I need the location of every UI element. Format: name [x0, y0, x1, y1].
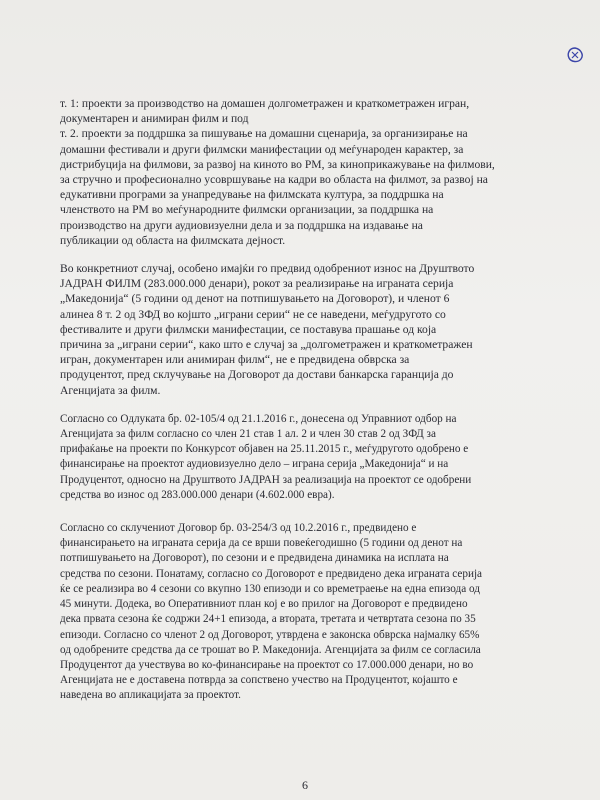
text-line: Продуцентот да учествува во ко-финансирање на проектот со 17.000.000 денари, но во [60, 658, 474, 671]
text-line: од одобрените средства да се трошат во Р. Македонија. Агенцијата за филм се согласила [60, 643, 481, 656]
text-line: 45 минути. Додека, во Оперативниот план кој е во прилог на Договорот е предвидено [60, 598, 468, 611]
text-line: фестивалите и други филмски манифестации, се поставува прашање од која [60, 322, 437, 336]
text-line: ЈАДРАН ФИЛМ (283.000.000 денари), рокот за реализирање на играната серија [60, 277, 454, 291]
text-line: алинеа 8 т. 2 од ЗФД во којшто „играни серии“ не се наведени, меѓудругото со [60, 307, 446, 321]
text-line: финансирање на проектот аудиовизуелно дело – играна серија „Македонија“ и на [60, 458, 449, 471]
text-line: „Македонија“ (5 години од денот на потпишувањето на Договорот), и членот 6 [60, 292, 450, 306]
text-line: наведена во апликацијата за проектот. [60, 689, 241, 702]
text-line: Агенцијата за филм. [60, 383, 161, 397]
text-line: Согласно со Одлуката бр. 02-105/4 од 21.1.2016 г., донесена од Управниот одбор на [60, 412, 457, 425]
text-line: Во конкретниот случај, особено имајќи го предвид одобрениот износ на Друштвото [60, 262, 475, 276]
text-line: т. 1: проекти за производство на домашен долгометражен и краткометражен игран, [60, 97, 470, 110]
text-line: документарен и анимиран филм и под [60, 112, 249, 126]
document-body [60, 96, 572, 704]
text-line: ќе се реализира во 4 сезони со вкупно 130 епизоди и со времетраење на една епизода од [60, 582, 480, 595]
text-line: дека првата сезона ќе содржи 24+1 епизода, а втората, третата и четвртата сезона по 35 [60, 613, 476, 626]
text-line: за стручно и професионално усовршување на кадри во областа на филмот, за развој на [60, 173, 488, 187]
text-line: прифаќање на проекти по Конкурсот објавен на 25.11.2015 г., меѓудругото одобрено е [60, 443, 469, 456]
text-line: потпишувањето на Договорот), по сезони и е предвидена динамика на исплата на [60, 552, 449, 565]
paragraph-decision [60, 412, 572, 503]
text-line: епизоди. Согласно со членот 2 од Договорот, утврдена е законска обврска најмалку 65% [60, 628, 480, 641]
text-line: публикации од областа на филмската дејност. [60, 233, 286, 247]
text-line: членството на РМ во меѓународните филмски организации, за поддршка на [60, 203, 434, 217]
paragraph-specific-case [60, 261, 572, 398]
text-line: едукативни програми за унапредување на филмската култура, за поддршка на [60, 188, 444, 202]
text-line: Агенцијата за филм согласно со член 21 став 1 ал. 2 и член 30 став 2 од ЗФД за [60, 428, 436, 441]
paragraph-contract [60, 521, 572, 703]
text-line: производство на други аудиовизуелни дела и за поддршка на издавање на [60, 218, 423, 232]
paragraph-programs [60, 96, 572, 248]
text-line: игран, документарен или анимиран филм“, не е предвидена обврска за [60, 353, 410, 367]
text-line: средства по сезони. Понатаму, согласно со Договорот е предвидено дека играната серија [60, 567, 483, 580]
text-line: дистрибуција на филмови, за развој на киното во РМ, за киноприкажување на филмови, [60, 157, 495, 171]
text-line: Агенцијата не е доставена потврда за сопствено учество на Продуцентот, којашто е [60, 674, 458, 687]
text-line: финансирањето на играната серија да се врши повеќегодишно (5 години од денот на [60, 537, 463, 550]
text-line: т. 2. проекти за поддршка за пишување на домашни сценарија, за организирање на [60, 127, 468, 141]
text-line: причина за „играни серии“, како што е случај за „долгометражен и краткометражен [60, 338, 473, 352]
handwritten-mark-icon [566, 46, 584, 64]
text-line: средства во износ од 283.000.000 денари (4.602.000 евра). [60, 488, 335, 501]
text-line: домашни фестивали и други филмски манифестации од меѓународен карактер, за [60, 142, 464, 156]
text-line: продуцентот, пред склучување на Договорот да достави банкарска гаранција до [60, 368, 454, 382]
text-line: Продуцентот, односно на Друштвото ЈАДРАН за реализација на проектот се одобрени [60, 473, 472, 486]
page-number: 6 [302, 778, 308, 792]
text-line: Согласно со склучениот Договор бр. 03-254/3 од 10.2.2016 г., предвидено е [60, 522, 417, 535]
